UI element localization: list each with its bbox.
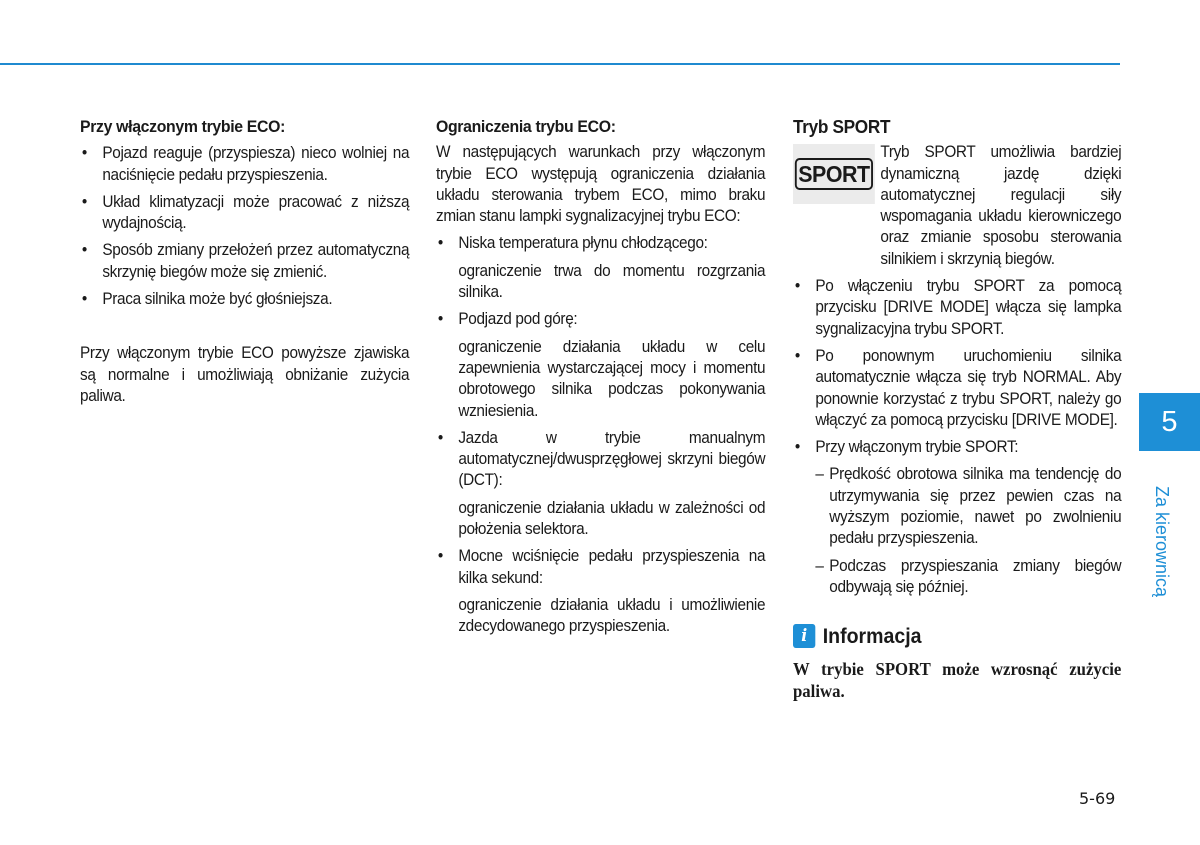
list-item: • Po włączeniu trybu SPORT za pomocą przycisku [DRIVE MODE] włącza się lampka sygnalizacyjna trybu SPORT. [793,276,1121,340]
list-item: • Praca silnika może być głośniejsza. [80,289,409,310]
list-item-label: • Przy włączonym trybie SPORT: [815,438,1019,457]
sub-list-item: – Prędkość obrotowa silnika ma tendencję do utrzymywania się przez pewien czas na wyższym poziomie, nawet po zwolnieniu pedału przyspieszenia. [815,464,1121,549]
eco-limits-heading: Ograniczenia trybu ECO: [436,117,616,136]
sport-heading: Tryb SPORT [793,116,891,137]
list-item-label: • Mocne wciśnięcie pedału przyspieszenia na kilka sekund: [458,547,766,587]
list-item: • Po ponownym uruchomieniu silnika automatycznie włącza się tryb NORMAL. Aby ponownie korzystać z trybu SPORT, należy go włączyć za pomocą przycisku [DRIVE MODE]. [793,346,1121,431]
list-item-detail: ograniczenie trwa do momentu rozgrzania silnika. [458,261,766,302]
header-rule [0,63,1120,65]
sport-intro: Tryb SPORT umożliwia bardziej dynamiczną jazdę dzięki automatycznej regulacji siły wspomagania układu kierowniczego oraz zmianie sposobu sterowania silnikiem i skrzynią biegów. [880,143,1122,268]
info-icon: i [793,624,815,648]
sport-list [793,276,1121,598]
chapter-tab: 5 [1139,393,1200,451]
column-eco-effects [80,116,409,407]
sport-intro-row [793,142,1121,270]
sub-list-item: – Podczas przyspieszania zmiany biegów odbywają się później. [815,556,1121,599]
page-number: 5-69 [1079,789,1116,808]
column-eco-limits [436,116,765,638]
list-item-detail: ograniczenie działania układu i umożliwienie zdecydowanego przyspieszenia. [458,595,766,636]
eco-effects-list [80,143,409,310]
list-item-label: • Jazda w trybie manualnym automatycznej/dwusprzęgłowej skrzyni biegów (DCT): [458,428,766,490]
list-item: • Pojazd reaguje (przyspiesza) nieco wolniej na naciśnięcie pedału przyspieszenia. [80,143,409,186]
column-sport-mode [793,116,1121,702]
list-item [436,428,765,540]
eco-limits-list [436,233,765,637]
sport-sublist [815,464,1121,598]
info-header [793,624,1121,648]
list-item: • Układ klimatyzacji może pracować z niższą wydajnością. [80,192,409,235]
eco-limits-intro: W następujących warunkach przy włączonym trybie ECO występują ograniczenia działania układu sterowania trybem ECO, mimo braku zmian stanu lampki sygnalizacyjnej trybu ECO: [436,143,766,226]
info-title: Informacja [822,624,922,648]
list-item [436,233,765,303]
sport-indicator-icon [793,144,875,204]
chapter-label: Za kierownicą [1152,486,1172,598]
list-item-detail: ograniczenie działania układu w celu zapewnienia wystarczającej mocy i momentu obrotowego silnika podczas pokonywania wzniesienia. [458,337,766,420]
list-item-label: • Niska temperatura płynu chłodzącego: [458,234,708,253]
eco-effects-heading: Przy włączonym trybie ECO: [80,117,286,136]
list-item: • Sposób zmiany przełożeń przez automatyczną skrzynię biegów może się zmienić. [80,240,409,283]
list-item [793,437,1121,598]
info-text: W trybie SPORT może wzrosnąć zużycie paliwa. [793,659,1122,702]
list-item [436,546,765,637]
list-item [436,309,765,421]
sport-badge-label: SPORT [795,158,874,190]
list-item-detail: ograniczenie działania układu w zależności od położenia selektora. [458,498,766,539]
eco-effects-note: Przy włączonym trybie ECO powyższe zjawiska są normalne i umożliwiają obniżanie zużycia paliwa. [80,344,410,405]
list-item-label: • Podjazd pod górę: [458,310,578,329]
